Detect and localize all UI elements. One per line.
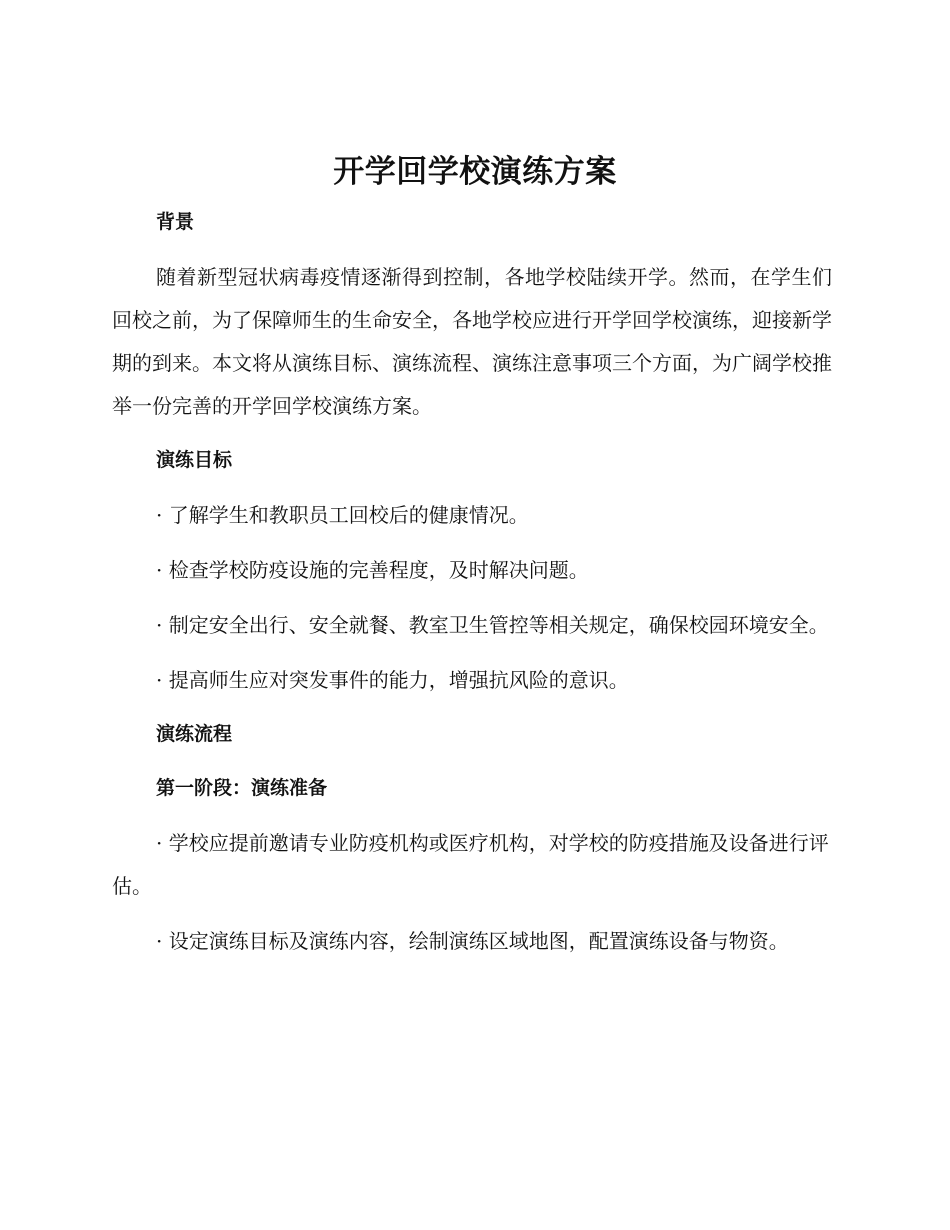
section-heading-background: 背景 xyxy=(156,211,195,233)
document-title: 开学回学校演练方案 xyxy=(333,154,617,190)
goal-item-2: · 检查学校防疫设施的完善程度，及时解决问题。 xyxy=(156,558,589,582)
section-heading-process: 演练流程 xyxy=(156,723,233,745)
goal-item-1: · 了解学生和教职员工回校后的健康情况。 xyxy=(156,503,529,527)
goal-item-4: · 提高师生应对突发事件的能力，增强抗风险的意识。 xyxy=(156,668,629,692)
section-heading-goals: 演练目标 xyxy=(156,449,233,471)
stage1-item-1: · 学校应提前邀请专业防疫机构或医疗机构，对学校的防疫措施及设备进行评估。 xyxy=(112,831,829,898)
stage1-item-2: · 设定演练目标及演练内容，绘制演练区域地图，配置演练设备与物资。 xyxy=(156,929,789,953)
document-body xyxy=(112,202,832,975)
goal-item-3: · 制定安全出行、安全就餐、教室卫生管控等相关规定，确保校园环境安全。 xyxy=(156,613,829,637)
background-paragraph: 随着新型冠状病毒疫情逐渐得到控制，各地学校陆续开学。然而，在学生们回校之前，为了保障师生的生命安全，各地学校应进行开学回学校演练，迎接新学期的到来。本文将从演练目标、演练流程、演练注意事项三个方面，为广阔学校推举一份完善的开学回学校演练方案。 xyxy=(112,265,832,418)
subsection-heading-stage1: 第一阶段：演练准备 xyxy=(156,777,328,799)
